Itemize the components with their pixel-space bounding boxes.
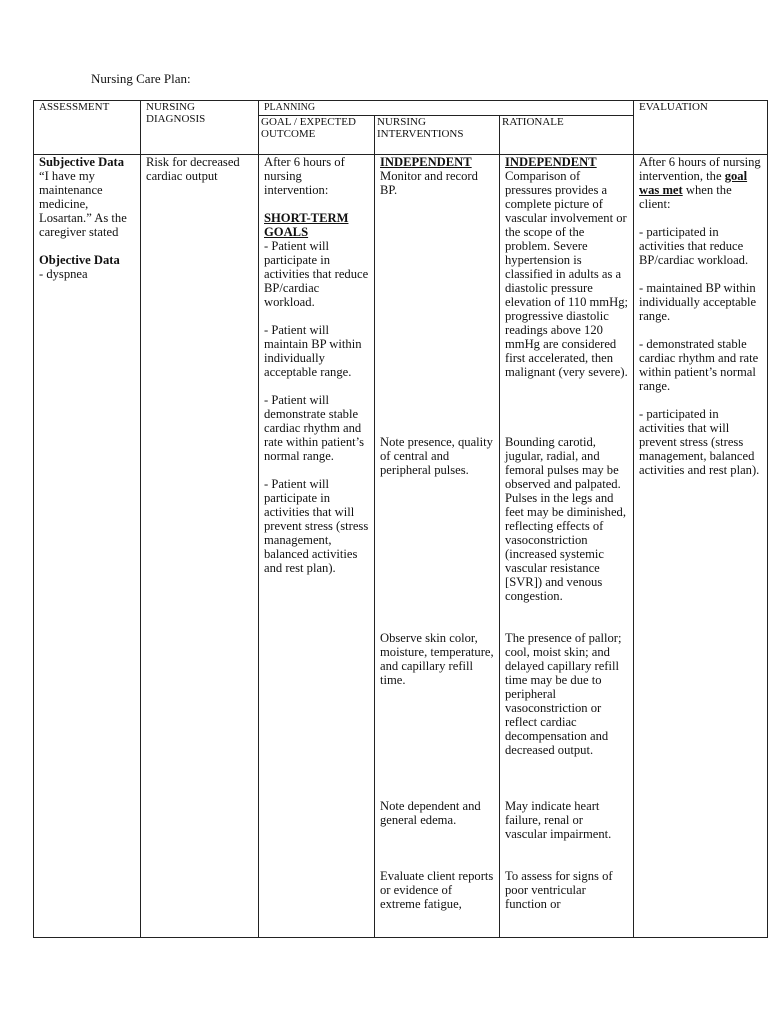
intervention-item: Note presence, quality of central and peripheral pulses. [380, 435, 493, 477]
short-term-goals-heading: SHORT-TERM GOALS [264, 211, 349, 239]
intervention-item: Observe skin color, moisture, temperature, and capillary refill time. [380, 631, 494, 687]
assessment-cell [34, 155, 141, 938]
diagnosis-cell [141, 155, 259, 938]
objective-heading: Objective Data [39, 253, 120, 267]
rationale-cell [500, 155, 634, 938]
evaluation-item: - participated in activities that will prevent stress (stress management, balanced activities and rest plan). [639, 407, 760, 477]
rationale-item: To assess for signs of poor ventricular function or [505, 869, 613, 911]
rationale-item: Bounding carotid, jugular, radial, and femoral pulses may be observed and palpated. Pulses in the legs and feet may be diminished, reflecting effects of vasoconstriction (increased systemic vascular resistance [SVR]) and venous congestion. [505, 435, 627, 603]
rationale-item: The presence of pallor; cool, moist skin; and delayed capillary refill time may be due to peripheral vasoconstriction or reflect cardiac decompensation and decreased output. [505, 631, 622, 757]
rationale-heading: INDEPENDENT [505, 155, 597, 169]
goal-cell [259, 155, 375, 938]
header-goal: GOAL / EXPECTED OUTCOME [259, 116, 375, 155]
objective-text: - dyspnea [39, 267, 88, 281]
evaluation-item: - maintained BP within individually acceptable range. [639, 281, 757, 323]
goal-item: - Patient will maintain BP within individually acceptable range. [264, 323, 362, 379]
evaluation-intro [639, 155, 762, 211]
subjective-heading: Subjective Data [39, 155, 124, 169]
evaluation-item: - participated in activities that reduce BP/cardiac workload. [639, 225, 749, 267]
intervention-item: Evaluate client reports or evidence of extreme fatigue, [380, 869, 494, 911]
header-planning: PLANNING [259, 101, 634, 116]
evaluation-intro-before: After 6 hours of nursing intervention, the [639, 155, 761, 183]
header-interventions: NURSING INTERVENTIONS [375, 116, 500, 155]
care-plan-table [33, 100, 768, 938]
header-assessment: ASSESSMENT [34, 101, 141, 155]
header-rationale: RATIONALE [500, 116, 634, 155]
interventions-cell [375, 155, 500, 938]
document-title: Nursing Care Plan: [91, 71, 191, 86]
goal-item: - Patient will participate in activities that reduce BP/cardiac workload. [264, 239, 369, 309]
goal-item: - Patient will participate in activities that will prevent stress (stress management, balanced activities and rest plan). [264, 477, 369, 575]
goal-intro: After 6 hours of nursing intervention: [264, 155, 345, 197]
rationale-item: Comparison of pressures provides a complete picture of vascular involvement or the scope of the problem. Severe hypertension is classified in adults as a diastolic pressure elevation of 110 mmHg; progressive diastolic readings above 120 mmHg are considered first accelerated, then malignant (very severe). [505, 169, 628, 379]
header-evaluation: EVALUATION [634, 101, 768, 155]
table-row [34, 155, 768, 938]
subjective-text: “I have my maintenance medicine, Losartan.” As the caregiver stated [39, 169, 127, 239]
intervention-item: Monitor and record BP. [380, 169, 478, 197]
intervention-item: Note dependent and general edema. [380, 799, 481, 827]
header-nursing-diagnosis: NURSING DIAGNOSIS [141, 101, 259, 155]
goal-met-label: goal was met [639, 169, 748, 197]
goal-item: - Patient will demonstrate stable cardiac rhythm and rate within patient’s normal range. [264, 393, 365, 463]
rationale-item: May indicate heart failure, renal or vascular impairment. [505, 799, 612, 841]
interventions-heading: INDEPENDENT [380, 155, 472, 169]
evaluation-item: - demonstrated stable cardiac rhythm and rate within patient’s normal range. [639, 337, 759, 393]
diagnosis-text: Risk for decreased cardiac output [146, 155, 240, 183]
evaluation-intro-after: when the client: [639, 183, 732, 211]
evaluation-cell [634, 155, 768, 938]
